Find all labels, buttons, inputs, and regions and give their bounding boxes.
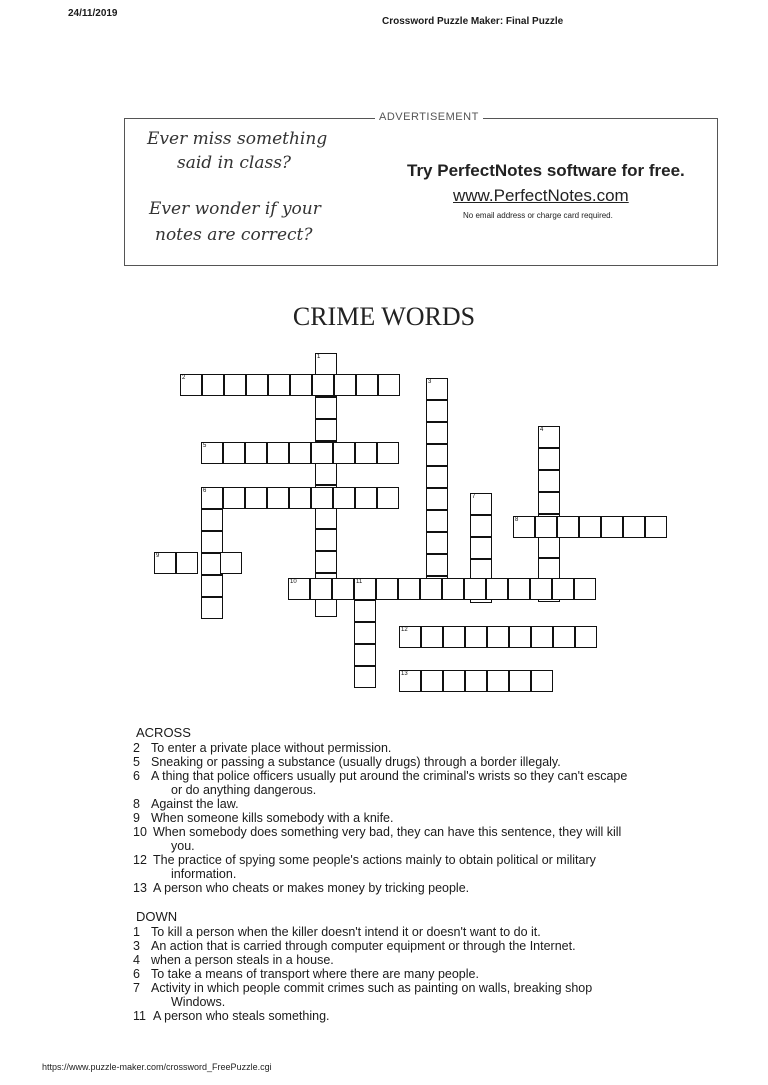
crossword-cell[interactable] [315,507,337,529]
crossword-cell[interactable] [290,374,312,396]
page-header-title: Crossword Puzzle Maker: Final Puzzle [382,16,564,27]
ad-handwritten-line: Ever miss something [147,129,328,149]
across-clue [133,797,239,811]
clue-num: 6 [133,967,140,981]
crossword-cell[interactable] [245,487,267,509]
crossword-cell[interactable] [355,442,377,464]
clue-number: 8 [515,517,519,523]
crossword-cell[interactable] [201,487,223,509]
across-clue [133,741,391,755]
crossword-cell[interactable] [224,374,246,396]
crossword-cell[interactable] [268,374,290,396]
crossword-cell[interactable] [426,378,448,400]
ad-headline: Try PerfectNotes software for free. [407,161,685,180]
crossword-cell[interactable] [315,353,337,375]
crossword-cell[interactable] [531,670,553,692]
crossword-cell[interactable] [443,626,465,648]
clue-text: When somebody does something very bad, they can have this sentence, they will kill [153,825,622,839]
crossword-cell[interactable] [465,626,487,648]
crossword-cell[interactable] [623,516,645,538]
clue-num: 3 [133,939,140,953]
crossword-cell[interactable] [376,578,398,600]
crossword-cell[interactable] [201,531,223,553]
across-clue [133,839,195,853]
crossword-cell[interactable] [557,516,579,538]
crossword-cell[interactable] [333,487,355,509]
crossword-cell[interactable] [201,442,223,464]
across-clue [133,867,236,881]
clue-num: 6 [133,769,140,783]
crossword-cell[interactable] [426,400,448,422]
crossword-cell[interactable] [176,552,198,574]
clue-num: 5 [133,755,140,769]
crossword-cell[interactable] [538,448,560,470]
crossword-cell[interactable] [378,374,400,396]
crossword-cell[interactable] [201,597,223,619]
clue-text: information. [171,867,237,881]
crossword-cell[interactable] [421,670,443,692]
crossword-cell[interactable] [575,626,597,648]
across-clue [133,783,316,797]
crossword-cell[interactable] [426,488,448,510]
crossword-cell[interactable] [315,529,337,551]
down-clue [133,981,592,995]
crossword-cell[interactable] [470,537,492,559]
down-clue [133,995,225,1009]
crossword-cell[interactable] [426,510,448,532]
clue-text: A person who cheats or makes money by tricking people. [153,881,470,895]
clue-text: When someone kills somebody with a knife. [151,811,394,825]
print-date: 24/11/2019 [68,8,118,19]
across-clue [133,811,393,825]
crossword-cell[interactable] [154,552,176,574]
puzzle-title: CRIME WORDS [292,302,476,331]
crossword-cell[interactable] [334,374,356,396]
clue-number: 10 [290,579,297,585]
crossword-cell[interactable] [354,644,376,666]
crossword-cell[interactable] [312,374,334,396]
crossword-cell[interactable] [579,516,601,538]
clue-number: 2 [182,375,186,381]
clue-text: or do anything dangerous. [171,783,317,797]
crossword-cell[interactable] [420,578,442,600]
clue-text: A person who steals something. [153,1009,330,1023]
clue-number: 1 [317,354,321,360]
crossword-cell[interactable] [289,487,311,509]
clue-num: 1 [133,925,140,939]
down-clue [133,953,334,967]
crossword-cell[interactable] [398,578,420,600]
across-clue [133,825,621,839]
clue-text: Windows. [171,995,226,1009]
clue-text: To kill a person when the killer doesn't intend it or doesn't want to do it. [151,925,541,939]
crossword-cell[interactable] [246,374,268,396]
crossword-cell[interactable] [552,578,574,600]
crossword-cell[interactable] [442,578,464,600]
clue-text: An action that is carried through computer equipment or through the Internet. [151,939,576,953]
ad-link[interactable]: www.PerfectNotes.com [453,186,629,205]
clue-num: 13 [133,881,147,895]
crossword-cell[interactable] [202,374,224,396]
ad-handwritten-line: Ever wonder if your [149,199,321,219]
ad-handwritten-line: said in class? [177,153,292,173]
clue-text: Activity in which people commit crimes such as painting on walls, breaking shop [151,981,593,995]
crossword-cell[interactable] [509,670,531,692]
crossword-cell[interactable] [421,626,443,648]
crossword-cell[interactable] [333,442,355,464]
crossword-cell[interactable] [538,536,560,558]
clue-number: 12 [401,627,408,633]
crossword-cell[interactable] [267,442,289,464]
crossword-cell[interactable] [486,578,508,600]
crossword-cell[interactable] [354,600,376,622]
crossword-cell[interactable] [426,466,448,488]
clue-num: 11 [133,1009,146,1023]
across-clue [133,755,561,769]
crossword-cell[interactable] [354,666,376,688]
clue-text: you. [171,839,195,853]
clue-text: The practice of spying some people's actions mainly to obtain political or military [153,853,596,867]
crossword-cell[interactable] [377,487,399,509]
crossword-cell[interactable] [332,578,354,600]
crossword-cell[interactable] [538,470,560,492]
clue-number: 7 [472,494,476,500]
crossword-cell[interactable] [535,516,557,538]
crossword-cell[interactable] [288,578,310,600]
crossword-cell[interactable] [509,626,531,648]
crossword-cell[interactable] [464,578,486,600]
crossword-cell[interactable] [354,578,376,600]
crossword-cell[interactable] [508,578,530,600]
crossword-cell[interactable] [399,626,421,648]
crossword-cell[interactable] [399,670,421,692]
down-clue [133,925,541,939]
crossword-cell[interactable] [223,487,245,509]
crossword-cell[interactable] [315,463,337,485]
clue-num: 9 [133,811,140,825]
crossword-cell[interactable] [220,552,242,574]
crossword-cell[interactable] [377,442,399,464]
down-clue [133,939,576,953]
crossword-cell[interactable] [465,670,487,692]
crossword-cell[interactable] [443,670,465,692]
clue-text: Sneaking or passing a substance (usually drugs) through a border illegaly. [151,755,561,769]
crossword-cell[interactable] [574,578,596,600]
crossword-cell[interactable] [354,622,376,644]
crossword-cell[interactable] [530,578,552,600]
clue-num: 12 [133,853,147,867]
crossword-cell[interactable] [223,442,245,464]
down-clue [133,967,479,981]
crossword-cell[interactable] [201,575,223,597]
clue-num: 4 [133,953,140,967]
crossword-cell[interactable] [426,422,448,444]
clue-text: A thing that police officers usually put around the criminal's wrists so they can't escape [151,769,628,783]
clue-num: 10 [133,825,147,839]
crossword-cell[interactable] [426,554,448,576]
crossword-cell[interactable] [310,578,332,600]
clue-number: 13 [401,671,408,677]
crossword-cell[interactable] [487,670,509,692]
crossword-cell[interactable] [538,558,560,580]
crossword-cell[interactable] [645,516,667,538]
crossword-cell[interactable] [311,442,333,464]
crossword-cell[interactable] [180,374,202,396]
clue-text: Against the law. [151,797,239,811]
crossword-cell[interactable] [201,509,223,531]
source-url[interactable]: https://www.puzzle-maker.com/crossword_FreePuzzle.cgi [42,1062,272,1072]
crossword-cell[interactable] [470,515,492,537]
crossword-cell[interactable] [311,487,333,509]
crossword-cell[interactable] [245,442,267,464]
crossword-cell[interactable] [538,492,560,514]
crossword-cell[interactable] [315,419,337,441]
clue-num: 7 [133,981,140,995]
clue-number: 6 [203,488,207,494]
down-heading: DOWN [136,909,178,924]
clue-text: To take a means of transport where there are many people. [151,967,479,981]
clue-num: 8 [133,797,140,811]
clue-text: To enter a private place without permission. [151,741,392,755]
down-clue [133,1009,330,1023]
across-clue [133,881,469,895]
crossword-cell[interactable] [426,532,448,554]
crossword-cell[interactable] [538,426,560,448]
clue-num: 2 [133,741,140,755]
crossword-cell[interactable] [487,626,509,648]
clue-number: 5 [203,443,207,449]
crossword-cell[interactable] [601,516,623,538]
ad-note: No email address or charge card required. [463,211,613,220]
crossword-cell[interactable] [289,442,311,464]
crossword-cell[interactable] [553,626,575,648]
ad-handwritten-line: notes are correct? [155,225,313,245]
crossword-cell[interactable] [531,626,553,648]
crossword-cell[interactable] [355,487,377,509]
across-clue [133,769,627,783]
crossword-cell[interactable] [513,516,535,538]
clue-number: 4 [540,427,544,433]
clue-text: when a person steals in a house. [151,953,334,967]
crossword-cell[interactable] [426,444,448,466]
crossword-cell[interactable] [356,374,378,396]
crossword-cell[interactable] [315,551,337,573]
clue-number: 3 [428,379,432,385]
clue-number: 11 [356,579,363,585]
clue-number: 9 [156,553,160,559]
crossword-cell[interactable] [267,487,289,509]
crossword-cell[interactable] [315,397,337,419]
across-heading: ACROSS [136,725,191,740]
crossword-cell[interactable] [470,493,492,515]
across-clue [133,853,596,867]
advertisement-label: ADVERTISEMENT [375,111,483,123]
